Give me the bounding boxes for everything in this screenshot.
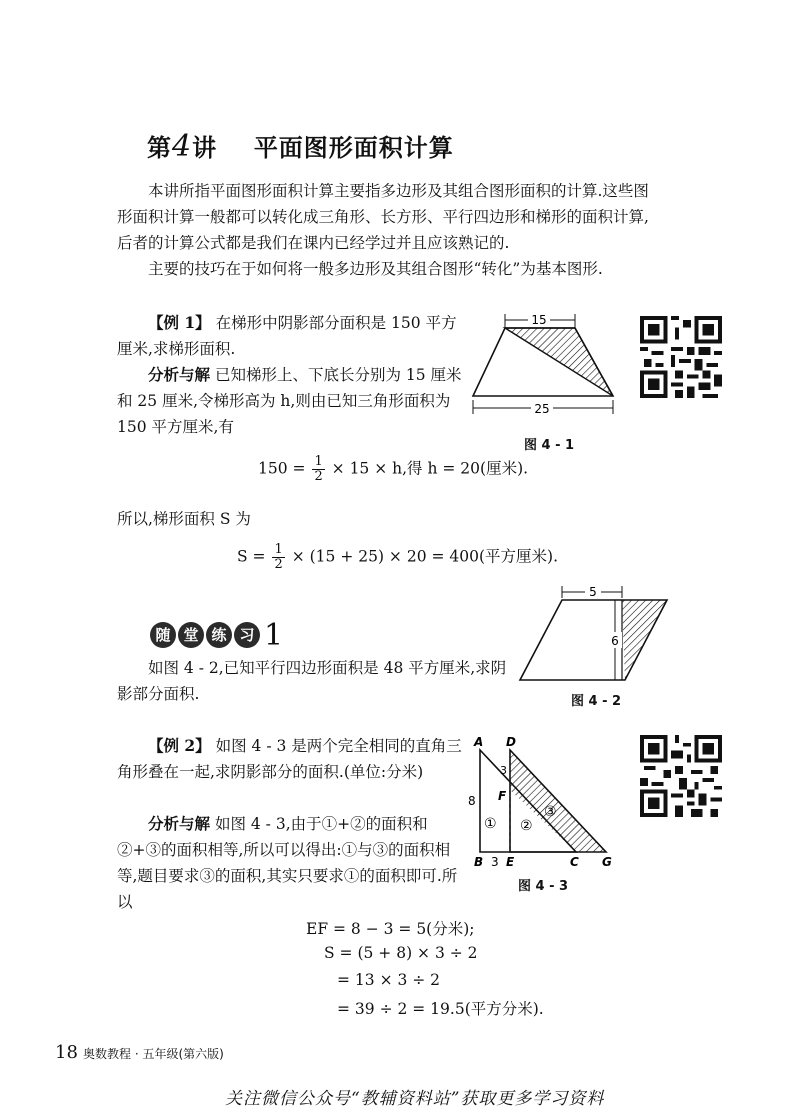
example1-text: 在梯形中阴影部分面积是 150 平方厘米,求梯形面积. xyxy=(117,314,457,358)
practice-pill-3: 练 xyxy=(206,622,232,648)
example2-analysis xyxy=(117,811,462,915)
page-number: 18 xyxy=(55,1042,78,1063)
intro-paragraph-2: 主要的技巧在于如何将一般多边形及其组合图形“转化”为基本图形. xyxy=(148,260,603,278)
figure-4-3 xyxy=(460,730,630,872)
example2-eq-3: = 13 × 3 ÷ 2 xyxy=(337,971,441,989)
fig1-top-label: 15 xyxy=(531,313,547,327)
practice-pill-1: 随 xyxy=(150,622,176,648)
example1-analysis-text: 已知梯形上、下底长分别为 15 厘米和 25 厘米,令梯形高为 h,则由已知三角形面积为 150 平方厘米,有 xyxy=(117,366,462,436)
example2-statement xyxy=(117,733,462,785)
figure-4-2 xyxy=(515,582,675,692)
eq2-denominator: 2 xyxy=(274,557,283,572)
practice-number: 1 xyxy=(264,618,284,653)
example1-analysis xyxy=(117,362,467,440)
eq1-left: 150 = xyxy=(258,459,306,478)
fig3-label-g: G xyxy=(602,855,612,869)
practice-text xyxy=(117,655,517,707)
practice-question: 如图 4 - 2,已知平行四边形面积是 48 平方厘米,求阴影部分面积. xyxy=(117,659,507,703)
practice-pill-4: 习 xyxy=(234,622,260,648)
fig3-region-2: ② xyxy=(520,818,533,834)
example2-eq-4: = 39 ÷ 2 = 19.5(平方分米). xyxy=(337,1000,544,1018)
fig3-label-c: C xyxy=(570,855,579,869)
example1-equation-2 xyxy=(237,543,558,572)
example1-conclusion: 所以,梯形面积 S 为 xyxy=(117,510,251,528)
practice-heading xyxy=(150,618,283,653)
eq2-left: S = xyxy=(237,547,266,566)
figure-4-1 xyxy=(465,308,635,433)
fig3-region-3: ③ xyxy=(544,804,557,820)
fig3-triangle-abc xyxy=(480,750,576,852)
eq1-denominator: 2 xyxy=(314,469,323,484)
intro-paragraph-1: 本讲所指平面图形面积计算主要指多边形及其组合图形面积的计算.这些图形面积计算一般都可以转化成三角形、长方形、平行四边形和梯形的面积计算,后者的计算公式都是我们在课内已经学过并且应该熟记的. xyxy=(117,182,649,252)
lesson-title xyxy=(147,128,454,164)
fig3-label-d: D xyxy=(506,735,516,749)
fig3-label-3-top: 3 xyxy=(500,764,507,777)
qr-code-1 xyxy=(640,316,722,398)
fig3-label-3-bottom: 3 xyxy=(491,855,499,869)
eq1-fraction xyxy=(312,455,324,484)
example2-eq-2: S = (5 + 8) × 3 ÷ 2 xyxy=(324,944,478,962)
fig3-label-f: F xyxy=(498,789,507,803)
example2-eq-1: EF = 8 − 3 = 5(分米); xyxy=(306,920,475,938)
eq2-fraction xyxy=(272,543,284,572)
eq1-numerator: 1 xyxy=(314,454,323,469)
fig3-label-8: 8 xyxy=(468,794,476,808)
example1-tag: 【例 1】 xyxy=(148,313,211,332)
qr-code-2 xyxy=(640,735,722,817)
fig1-shaded-triangle xyxy=(505,328,613,396)
eq1-right: × 15 × h,得 h = 20(厘米). xyxy=(331,459,529,478)
lesson-number: 4 xyxy=(172,129,193,164)
book-name: 奥数教程 · 五年级(第六版) xyxy=(83,1047,224,1061)
fig2-side-label: 6 xyxy=(611,634,619,648)
example2-analysis-tag: 分析与解 xyxy=(148,814,211,833)
fig2-caption: 图 4 - 2 xyxy=(571,694,622,709)
example2-text: 如图 4 - 3 是两个完全相同的直角三角形叠在一起,求阴影部分的面积.(单位:分米) xyxy=(117,737,462,781)
fig3-caption: 图 4 - 3 xyxy=(518,879,569,894)
fig1-bottom-label: 25 xyxy=(534,402,550,416)
page-footer xyxy=(55,1042,224,1063)
example1-equation-1 xyxy=(258,455,528,484)
fig3-label-b: B xyxy=(474,855,484,869)
watermark-text: 关注微信公众号“教辅资料站”获取更多学习资料 xyxy=(225,1089,605,1109)
fig3-label-e: E xyxy=(506,855,515,869)
example1-statement xyxy=(117,310,467,362)
fig2-top-label: 5 xyxy=(589,585,597,599)
fig1-caption: 图 4 - 1 xyxy=(524,438,575,453)
practice-pill-2: 堂 xyxy=(178,622,204,648)
eq2-numerator: 1 xyxy=(274,542,283,557)
example2-analysis-text: 如图 4 - 3,由于①+②的面积和②+③的面积相等,所以可以得出:①与③的面积相等,题目要求③的面积,其实只要求①的面积即可.所以 xyxy=(117,815,458,911)
example1-analysis-tag: 分析与解 xyxy=(148,365,211,384)
eq2-right: × (15 + 25) × 20 = 400(平方厘米). xyxy=(291,547,559,566)
fig3-label-a: A xyxy=(474,735,484,749)
lesson-name: 平面图形面积计算 xyxy=(253,133,454,162)
fig3-region-1: ① xyxy=(484,816,497,832)
example2-tag: 【例 2】 xyxy=(148,736,211,755)
lesson-prefix: 第 xyxy=(147,133,172,162)
lesson-suffix: 讲 xyxy=(192,133,218,162)
